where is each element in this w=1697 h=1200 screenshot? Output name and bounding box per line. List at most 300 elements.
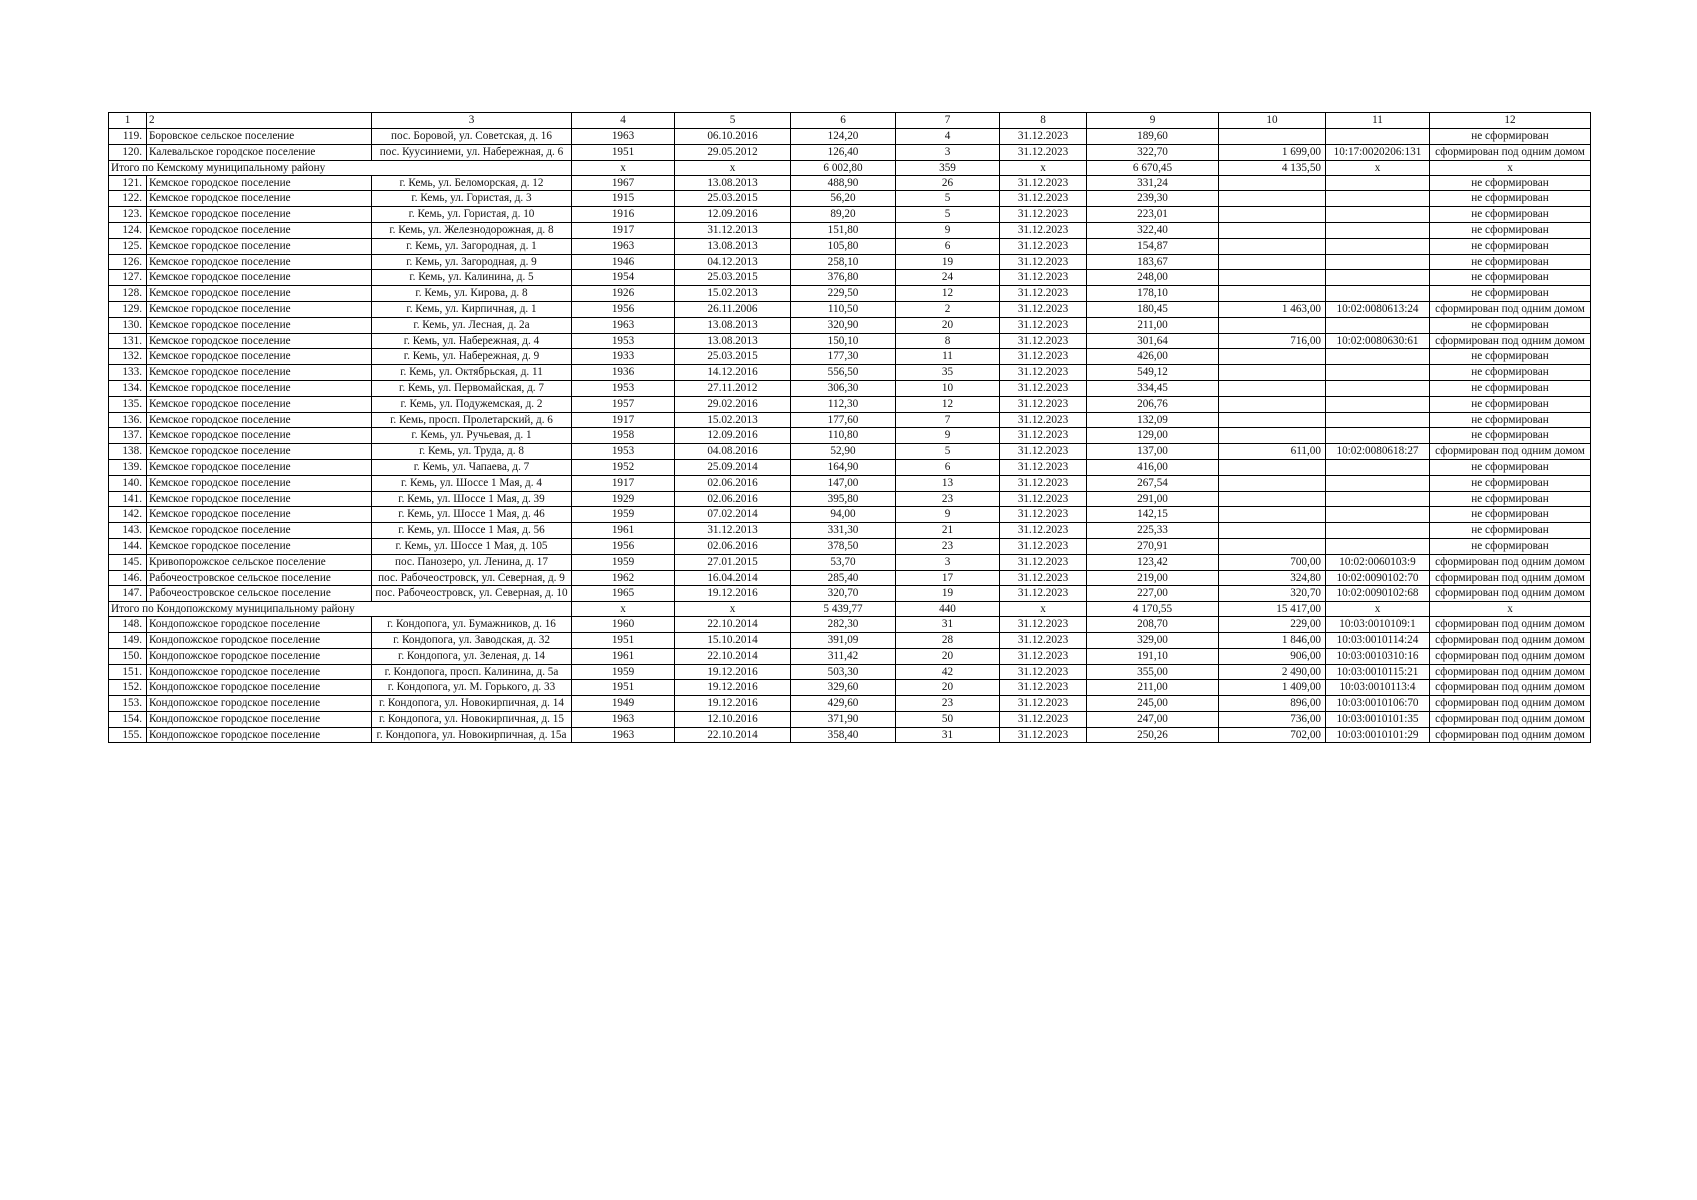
land-area-b-cell: [1219, 270, 1326, 286]
subtotal-label: Итого по Кемскому муниципальному району: [109, 160, 572, 175]
settlement-name-cell: Кемское городское поселение: [147, 444, 372, 460]
row-number-cell: 154.: [109, 711, 147, 727]
build-year-cell: 1916: [572, 207, 675, 223]
row-number-cell: 127.: [109, 270, 147, 286]
header-cell-9: 9: [1087, 113, 1219, 129]
subtotal-recognition-date: х: [675, 602, 791, 617]
address-cell: г. Кемь, ул. Загородная, д. 9: [372, 254, 572, 270]
recognition-date-cell: 22.10.2014: [675, 617, 791, 633]
build-year-cell: 1933: [572, 349, 675, 365]
residents-cell: 9: [896, 222, 1000, 238]
area-cell: 378,50: [791, 538, 896, 554]
subtotal-land-area-a: 6 670,45: [1087, 160, 1219, 175]
build-year-cell: 1946: [572, 254, 675, 270]
deadline-cell: 31.12.2023: [1000, 586, 1087, 602]
settlement-name-cell: Кемское городское поселение: [147, 523, 372, 539]
deadline-cell: 31.12.2023: [1000, 711, 1087, 727]
area-cell: 151,80: [791, 222, 896, 238]
build-year-cell: 1963: [572, 317, 675, 333]
row-number-cell: 152.: [109, 680, 147, 696]
build-year-cell: 1958: [572, 428, 675, 444]
recognition-date-cell: 25.03.2015: [675, 270, 791, 286]
area-cell: 429,60: [791, 696, 896, 712]
table-row: [109, 523, 1591, 539]
row-number-cell: 121.: [109, 175, 147, 191]
land-area-a-cell: 132,09: [1087, 412, 1219, 428]
row-number-cell: 145.: [109, 554, 147, 570]
build-year-cell: 1959: [572, 664, 675, 680]
settlement-name-cell: Кемское городское поселение: [147, 380, 372, 396]
recognition-date-cell: 22.10.2014: [675, 727, 791, 743]
build-year-cell: 1915: [572, 191, 675, 207]
residents-cell: 13: [896, 475, 1000, 491]
deadline-cell: 31.12.2023: [1000, 191, 1087, 207]
deadline-cell: 31.12.2023: [1000, 632, 1087, 648]
settlement-name-cell: Кемское городское поселение: [147, 333, 372, 349]
residents-cell: 12: [896, 396, 1000, 412]
deadline-cell: 31.12.2023: [1000, 554, 1087, 570]
deadline-cell: 31.12.2023: [1000, 238, 1087, 254]
row-number-cell: 129.: [109, 301, 147, 317]
row-number-cell: 135.: [109, 396, 147, 412]
address-cell: г. Кондопога, ул. М. Горького, д. 33: [372, 680, 572, 696]
area-cell: 371,90: [791, 711, 896, 727]
land-area-b-cell: [1219, 207, 1326, 223]
settlement-name-cell: Кондопожское городское поселение: [147, 711, 372, 727]
row-number-cell: 134.: [109, 380, 147, 396]
deadline-cell: 31.12.2023: [1000, 444, 1087, 460]
recognition-date-cell: 02.06.2016: [675, 538, 791, 554]
area-cell: 285,40: [791, 570, 896, 586]
row-number-cell: 119.: [109, 129, 147, 145]
land-area-b-cell: [1219, 523, 1326, 539]
table-row: [109, 380, 1591, 396]
land-area-a-cell: 137,00: [1087, 444, 1219, 460]
deadline-cell: 31.12.2023: [1000, 207, 1087, 223]
table-row: [109, 428, 1591, 444]
area-cell: 89,20: [791, 207, 896, 223]
land-status-cell: сформирован под одним домом: [1430, 301, 1591, 317]
land-area-b-cell: [1219, 175, 1326, 191]
land-area-a-cell: 245,00: [1087, 696, 1219, 712]
build-year-cell: 1957: [572, 396, 675, 412]
land-area-a-cell: 191,10: [1087, 648, 1219, 664]
address-cell: г. Кемь, ул. Ручьевая, д. 1: [372, 428, 572, 444]
row-number-cell: 148.: [109, 617, 147, 633]
settlement-name-cell: Кемское городское поселение: [147, 238, 372, 254]
table-row: [109, 222, 1591, 238]
build-year-cell: 1959: [572, 507, 675, 523]
area-cell: 306,30: [791, 380, 896, 396]
table-row: [109, 459, 1591, 475]
area-cell: 395,80: [791, 491, 896, 507]
settlement-name-cell: Кемское городское поселение: [147, 459, 372, 475]
land-area-a-cell: 239,30: [1087, 191, 1219, 207]
land-area-b-cell: [1219, 475, 1326, 491]
settlement-name-cell: Кемское городское поселение: [147, 475, 372, 491]
residents-cell: 4: [896, 129, 1000, 145]
residents-cell: 24: [896, 270, 1000, 286]
build-year-cell: 1959: [572, 554, 675, 570]
settlement-name-cell: Калевальское городское поселение: [147, 144, 372, 160]
header-cell-3: 3: [372, 113, 572, 129]
land-area-b-cell: [1219, 349, 1326, 365]
subtotal-land-area-b: 4 135,50: [1219, 160, 1326, 175]
build-year-cell: 1917: [572, 475, 675, 491]
settlement-name-cell: Кемское городское поселение: [147, 317, 372, 333]
build-year-cell: 1963: [572, 129, 675, 145]
address-cell: г. Кондопога, ул. Новокирпичная, д. 15а: [372, 727, 572, 743]
settlement-name-cell: Кондопожское городское поселение: [147, 680, 372, 696]
land-status-cell: не сформирован: [1430, 175, 1591, 191]
deadline-cell: 31.12.2023: [1000, 428, 1087, 444]
cadastral-number-cell: 10:02:0090102:70: [1326, 570, 1430, 586]
build-year-cell: 1917: [572, 412, 675, 428]
cadastral-number-cell: [1326, 222, 1430, 238]
settlement-name-cell: Рабочеостровское сельское поселение: [147, 570, 372, 586]
land-area-a-cell: 178,10: [1087, 286, 1219, 302]
build-year-cell: 1956: [572, 538, 675, 554]
address-cell: г. Кемь, ул. Шоссе 1 Мая, д. 4: [372, 475, 572, 491]
area-cell: 94,00: [791, 507, 896, 523]
residents-cell: 35: [896, 365, 1000, 381]
land-area-a-cell: 329,00: [1087, 632, 1219, 648]
row-number-cell: 136.: [109, 412, 147, 428]
area-cell: 105,80: [791, 238, 896, 254]
residents-cell: 5: [896, 207, 1000, 223]
address-cell: г. Кондопога, ул. Бумажников, д. 16: [372, 617, 572, 633]
deadline-cell: 31.12.2023: [1000, 459, 1087, 475]
table-row: [109, 444, 1591, 460]
settlement-name-cell: Кемское городское поселение: [147, 254, 372, 270]
land-area-b-cell: [1219, 222, 1326, 238]
address-cell: г. Кондопога, ул. Зеленая, д. 14: [372, 648, 572, 664]
land-status-cell: не сформирован: [1430, 317, 1591, 333]
land-area-b-cell: 736,00: [1219, 711, 1326, 727]
land-area-b-cell: [1219, 191, 1326, 207]
table-row: [109, 286, 1591, 302]
table-row: [109, 680, 1591, 696]
address-cell: г. Кемь, ул. Кирпичная, д. 1: [372, 301, 572, 317]
area-cell: 391,09: [791, 632, 896, 648]
address-cell: пос. Панозеро, ул. Ленина, д. 17: [372, 554, 572, 570]
table-row: [109, 632, 1591, 648]
area-cell: 124,20: [791, 129, 896, 145]
cadastral-number-cell: [1326, 365, 1430, 381]
table-row: [109, 396, 1591, 412]
address-cell: г. Кемь, ул. Чапаева, д. 7: [372, 459, 572, 475]
land-area-a-cell: 248,00: [1087, 270, 1219, 286]
area-cell: 331,30: [791, 523, 896, 539]
settlement-name-cell: Кемское городское поселение: [147, 301, 372, 317]
cadastral-number-cell: [1326, 428, 1430, 444]
settlement-name-cell: Кемское городское поселение: [147, 412, 372, 428]
residents-cell: 23: [896, 696, 1000, 712]
row-number-cell: 125.: [109, 238, 147, 254]
document-sheet: [108, 112, 1590, 743]
deadline-cell: 31.12.2023: [1000, 570, 1087, 586]
cadastral-number-cell: [1326, 175, 1430, 191]
deadline-cell: 31.12.2023: [1000, 270, 1087, 286]
subtotal-area: 5 439,77: [791, 602, 896, 617]
header-cell-7: 7: [896, 113, 1000, 129]
area-cell: 556,50: [791, 365, 896, 381]
recognition-date-cell: 31.12.2013: [675, 222, 791, 238]
table-row: [109, 349, 1591, 365]
land-area-a-cell: 189,60: [1087, 129, 1219, 145]
cadastral-number-cell: [1326, 380, 1430, 396]
table-row: [109, 129, 1591, 145]
land-area-b-cell: 1 463,00: [1219, 301, 1326, 317]
subtotal-land-area-b: 15 417,00: [1219, 602, 1326, 617]
land-area-a-cell: 291,00: [1087, 491, 1219, 507]
row-number-cell: 149.: [109, 632, 147, 648]
deadline-cell: 31.12.2023: [1000, 617, 1087, 633]
address-cell: г. Кемь, ул. Труда, д. 8: [372, 444, 572, 460]
cadastral-number-cell: 10:03:0010310:16: [1326, 648, 1430, 664]
area-cell: 52,90: [791, 444, 896, 460]
settlement-name-cell: Кемское городское поселение: [147, 175, 372, 191]
cadastral-number-cell: 10:02:0080618:27: [1326, 444, 1430, 460]
land-area-b-cell: 896,00: [1219, 696, 1326, 712]
deadline-cell: 31.12.2023: [1000, 254, 1087, 270]
deadline-cell: 31.12.2023: [1000, 475, 1087, 491]
table-row: [109, 475, 1591, 491]
land-area-a-cell: 426,00: [1087, 349, 1219, 365]
address-cell: г. Кемь, ул. Первомайская, д. 7: [372, 380, 572, 396]
land-area-a-cell: 211,00: [1087, 317, 1219, 333]
address-cell: г. Кемь, ул. Шоссе 1 Мая, д. 39: [372, 491, 572, 507]
land-area-a-cell: 549,12: [1087, 365, 1219, 381]
build-year-cell: 1963: [572, 711, 675, 727]
settlement-name-cell: Кемское городское поселение: [147, 538, 372, 554]
row-number-cell: 139.: [109, 459, 147, 475]
land-status-cell: не сформирован: [1430, 491, 1591, 507]
residents-cell: 10: [896, 380, 1000, 396]
cadastral-number-cell: [1326, 317, 1430, 333]
area-cell: 110,80: [791, 428, 896, 444]
subtotal-recognition-date: х: [675, 160, 791, 175]
subtotal-row: [109, 160, 1591, 175]
address-cell: г. Кондопога, ул. Заводская, д. 32: [372, 632, 572, 648]
subtotal-residents: 359: [896, 160, 1000, 175]
deadline-cell: 31.12.2023: [1000, 333, 1087, 349]
cadastral-number-cell: 10:03:0010115:21: [1326, 664, 1430, 680]
deadline-cell: 31.12.2023: [1000, 222, 1087, 238]
land-status-cell: сформирован под одним домом: [1430, 664, 1591, 680]
subtotal-cadastral-number: х: [1326, 160, 1430, 175]
land-area-b-cell: 906,00: [1219, 648, 1326, 664]
subtotal-residents: 440: [896, 602, 1000, 617]
settlement-name-cell: Кемское городское поселение: [147, 507, 372, 523]
address-cell: пос. Рабочеостровск, ул. Северная, д. 10: [372, 586, 572, 602]
cadastral-number-cell: 10:03:0010109:1: [1326, 617, 1430, 633]
cadastral-number-cell: 10:03:0010101:35: [1326, 711, 1430, 727]
subtotal-label: Итого по Кондопожскому муниципальному району: [109, 602, 572, 617]
build-year-cell: 1926: [572, 286, 675, 302]
row-number-cell: 141.: [109, 491, 147, 507]
land-status-cell: не сформирован: [1430, 538, 1591, 554]
header-cell-5: 5: [675, 113, 791, 129]
deadline-cell: 31.12.2023: [1000, 349, 1087, 365]
land-area-a-cell: 331,24: [1087, 175, 1219, 191]
area-cell: 56,20: [791, 191, 896, 207]
header-cell-6: 6: [791, 113, 896, 129]
address-cell: пос. Куусиниеми, ул. Набережная, д. 6: [372, 144, 572, 160]
recognition-date-cell: 16.04.2014: [675, 570, 791, 586]
row-number-cell: 130.: [109, 317, 147, 333]
subtotal-land-area-a: 4 170,55: [1087, 602, 1219, 617]
table-row: [109, 617, 1591, 633]
build-year-cell: 1967: [572, 175, 675, 191]
recognition-date-cell: 04.08.2016: [675, 444, 791, 460]
header-row: [109, 113, 1591, 129]
build-year-cell: 1917: [572, 222, 675, 238]
recognition-date-cell: 02.06.2016: [675, 475, 791, 491]
recognition-date-cell: 02.06.2016: [675, 491, 791, 507]
land-area-a-cell: 355,00: [1087, 664, 1219, 680]
row-number-cell: 153.: [109, 696, 147, 712]
table-row: [109, 191, 1591, 207]
settlement-name-cell: Кемское городское поселение: [147, 365, 372, 381]
recognition-date-cell: 12.09.2016: [675, 207, 791, 223]
land-status-cell: сформирован под одним домом: [1430, 648, 1591, 664]
address-cell: г. Кемь, ул. Беломорская, д. 12: [372, 175, 572, 191]
recognition-date-cell: 29.05.2012: [675, 144, 791, 160]
area-cell: 126,40: [791, 144, 896, 160]
table-row: [109, 412, 1591, 428]
land-status-cell: не сформирован: [1430, 349, 1591, 365]
residents-cell: 9: [896, 507, 1000, 523]
address-cell: г. Кемь, ул. Шоссе 1 Мая, д. 105: [372, 538, 572, 554]
recognition-date-cell: 19.12.2016: [675, 664, 791, 680]
address-cell: г. Кемь, ул. Железнодорожная, д. 8: [372, 222, 572, 238]
subtotal-deadline: х: [1000, 160, 1087, 175]
settlement-name-cell: Кондопожское городское поселение: [147, 648, 372, 664]
deadline-cell: 31.12.2023: [1000, 129, 1087, 145]
address-cell: пос. Рабочеостровск, ул. Северная, д. 9: [372, 570, 572, 586]
land-status-cell: не сформирован: [1430, 254, 1591, 270]
settlement-name-cell: Кемское городское поселение: [147, 286, 372, 302]
address-cell: г. Кемь, просп. Пролетарский, д. 6: [372, 412, 572, 428]
land-area-a-cell: 123,42: [1087, 554, 1219, 570]
table-row: [109, 507, 1591, 523]
deadline-cell: 31.12.2023: [1000, 491, 1087, 507]
cadastral-number-cell: [1326, 286, 1430, 302]
settlement-name-cell: Кемское городское поселение: [147, 396, 372, 412]
header-cell-12: 12: [1430, 113, 1591, 129]
recognition-date-cell: 25.09.2014: [675, 459, 791, 475]
address-cell: г. Кемь, ул. Набережная, д. 9: [372, 349, 572, 365]
land-area-a-cell: 142,15: [1087, 507, 1219, 523]
table-body: [109, 113, 1591, 743]
build-year-cell: 1963: [572, 727, 675, 743]
build-year-cell: 1953: [572, 380, 675, 396]
subtotal-land-status: х: [1430, 602, 1591, 617]
land-status-cell: сформирован под одним домом: [1430, 617, 1591, 633]
land-area-a-cell: 211,00: [1087, 680, 1219, 696]
build-year-cell: 1954: [572, 270, 675, 286]
area-cell: 150,10: [791, 333, 896, 349]
land-status-cell: не сформирован: [1430, 191, 1591, 207]
deadline-cell: 31.12.2023: [1000, 696, 1087, 712]
cadastral-number-cell: [1326, 238, 1430, 254]
build-year-cell: 1951: [572, 144, 675, 160]
cadastral-number-cell: [1326, 507, 1430, 523]
deadline-cell: 31.12.2023: [1000, 396, 1087, 412]
header-cell-2: 2: [147, 113, 372, 129]
row-number-cell: 122.: [109, 191, 147, 207]
table-row: [109, 570, 1591, 586]
row-number-cell: 150.: [109, 648, 147, 664]
table-row: [109, 711, 1591, 727]
table-row: [109, 538, 1591, 554]
cadastral-number-cell: [1326, 129, 1430, 145]
build-year-cell: 1961: [572, 523, 675, 539]
cadastral-number-cell: 10:02:0080630:61: [1326, 333, 1430, 349]
land-area-b-cell: 716,00: [1219, 333, 1326, 349]
build-year-cell: 1951: [572, 632, 675, 648]
cadastral-number-cell: [1326, 523, 1430, 539]
area-cell: 177,30: [791, 349, 896, 365]
residents-cell: 23: [896, 491, 1000, 507]
row-number-cell: 132.: [109, 349, 147, 365]
address-cell: г. Кемь, ул. Набережная, д. 4: [372, 333, 572, 349]
deadline-cell: 31.12.2023: [1000, 727, 1087, 743]
build-year-cell: 1962: [572, 570, 675, 586]
recognition-date-cell: 19.12.2016: [675, 696, 791, 712]
header-cell-10: 10: [1219, 113, 1326, 129]
land-area-a-cell: 223,01: [1087, 207, 1219, 223]
deadline-cell: 31.12.2023: [1000, 144, 1087, 160]
residents-cell: 23: [896, 538, 1000, 554]
area-cell: 177,60: [791, 412, 896, 428]
deadline-cell: 31.12.2023: [1000, 523, 1087, 539]
table-row: [109, 727, 1591, 743]
deadline-cell: 31.12.2023: [1000, 365, 1087, 381]
land-status-cell: не сформирован: [1430, 222, 1591, 238]
row-number-cell: 124.: [109, 222, 147, 238]
recognition-date-cell: 12.10.2016: [675, 711, 791, 727]
subtotal-build-year: х: [572, 602, 675, 617]
land-area-b-cell: 2 490,00: [1219, 664, 1326, 680]
residents-cell: 3: [896, 144, 1000, 160]
land-area-b-cell: 324,80: [1219, 570, 1326, 586]
build-year-cell: 1953: [572, 444, 675, 460]
land-status-cell: сформирован под одним домом: [1430, 711, 1591, 727]
land-area-a-cell: 322,70: [1087, 144, 1219, 160]
recognition-date-cell: 19.12.2016: [675, 586, 791, 602]
land-area-b-cell: [1219, 380, 1326, 396]
subtotal-row: [109, 602, 1591, 617]
table-row: [109, 696, 1591, 712]
row-number-cell: 146.: [109, 570, 147, 586]
settlement-name-cell: Кемское городское поселение: [147, 270, 372, 286]
subtotal-cadastral-number: х: [1326, 602, 1430, 617]
land-area-a-cell: 247,00: [1087, 711, 1219, 727]
recognition-date-cell: 14.12.2016: [675, 365, 791, 381]
area-cell: 53,70: [791, 554, 896, 570]
cadastral-number-cell: [1326, 349, 1430, 365]
land-status-cell: не сформирован: [1430, 396, 1591, 412]
recognition-date-cell: 31.12.2013: [675, 523, 791, 539]
cadastral-number-cell: 10:03:0010113:4: [1326, 680, 1430, 696]
land-area-a-cell: 322,40: [1087, 222, 1219, 238]
land-area-a-cell: 129,00: [1087, 428, 1219, 444]
land-area-a-cell: 206,76: [1087, 396, 1219, 412]
land-area-b-cell: [1219, 538, 1326, 554]
recognition-date-cell: 15.02.2013: [675, 412, 791, 428]
